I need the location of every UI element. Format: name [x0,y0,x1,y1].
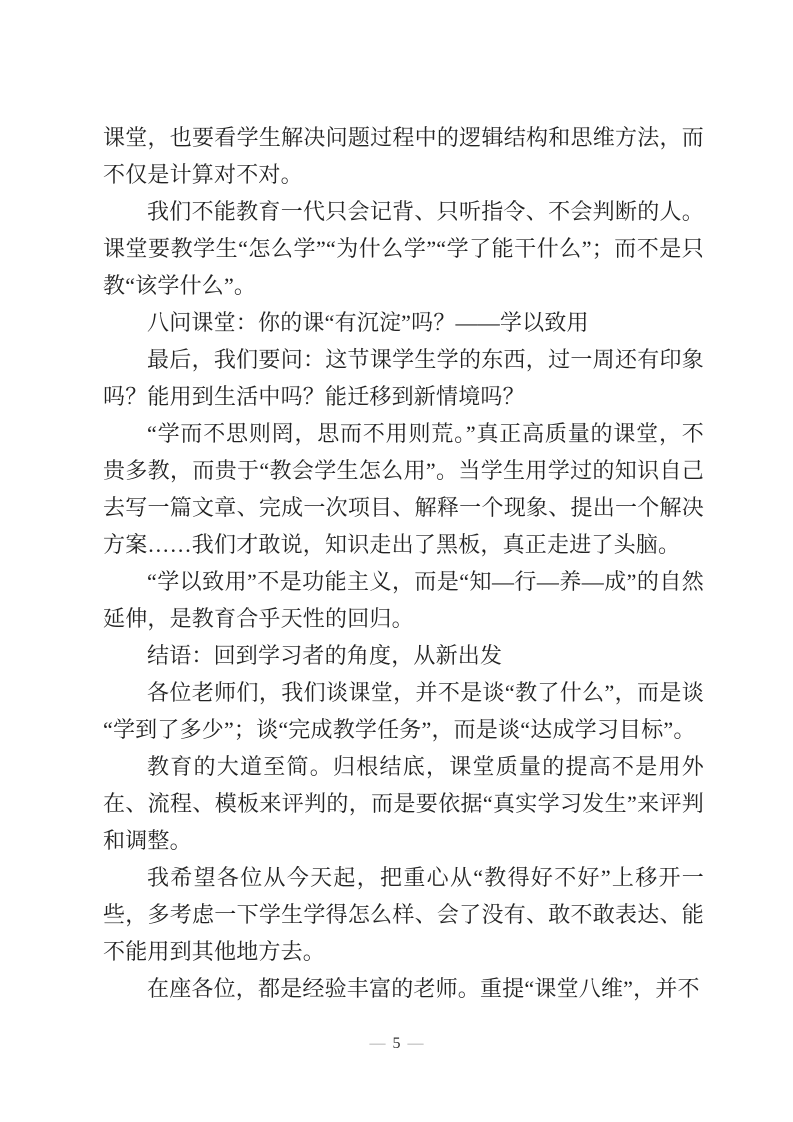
paragraph: 各位老师们，我们谈课堂，并不是谈“教了什么”，而是谈“学到了多少”；谈“完成教学任务”，而是谈“达成学习目标”。 [103,680,704,742]
paragraph: 最后，我们要问：这节课学生学的东西，过一周还有印象吗？能用到生活中吗？能迁移到新情境吗？ [103,347,704,409]
paragraph: 课堂，也要看学生解决问题过程中的逻辑结构和思维方法，而不仅是计算对不对。 [103,125,704,187]
page-footer [0,1032,793,1056]
paragraph: 结语：回到学习者的角度，从新出发 [147,643,503,668]
paragraph: 八问课堂：你的课“有沉淀”吗？——学以致用 [147,310,589,335]
paragraph: 我们不能教育一代只会记背、只听指令、不会判断的人。课堂要教学生“怎么学”“为什么学”“学了能干什么”；而不是只教“该学什么”。 [103,199,704,298]
paragraph: 我希望各位从今天起，把重心从“教得好不好”上移开一些，多考虑一下学生学得怎么样、会了没有、敢不敢表达、能不能用到其他地方去。 [103,865,704,964]
document-body [103,119,704,1007]
paragraph: 教育的大道至简。归根结底，课堂质量的提高不是用外在、流程、模板来评判的，而是要依据“真实学习发生”来评判和调整。 [103,754,704,853]
page-number: 5 [392,1035,401,1052]
page-number-dash-right: — [407,1035,424,1052]
paragraph: 在座各位，都是经验丰富的老师。重提“课堂八维”，并不 [147,976,700,1001]
paragraph: “学以致用”不是功能主义，而是“知—行—养—成”的自然延伸，是教育合乎天性的回归。 [103,569,704,631]
paragraph: “学而不思则罔，思而不用则荒。”真正高质量的课堂，不贵多教，而贵于“教会学生怎么用”。当学生用学过的知识自己去写一篇文章、完成一次项目、解释一个现象、提出一个解决方案……我们才敢说，知识走出了黑板，真正走进了头脑。 [103,421,704,557]
page-number-dash-left: — [369,1035,386,1052]
